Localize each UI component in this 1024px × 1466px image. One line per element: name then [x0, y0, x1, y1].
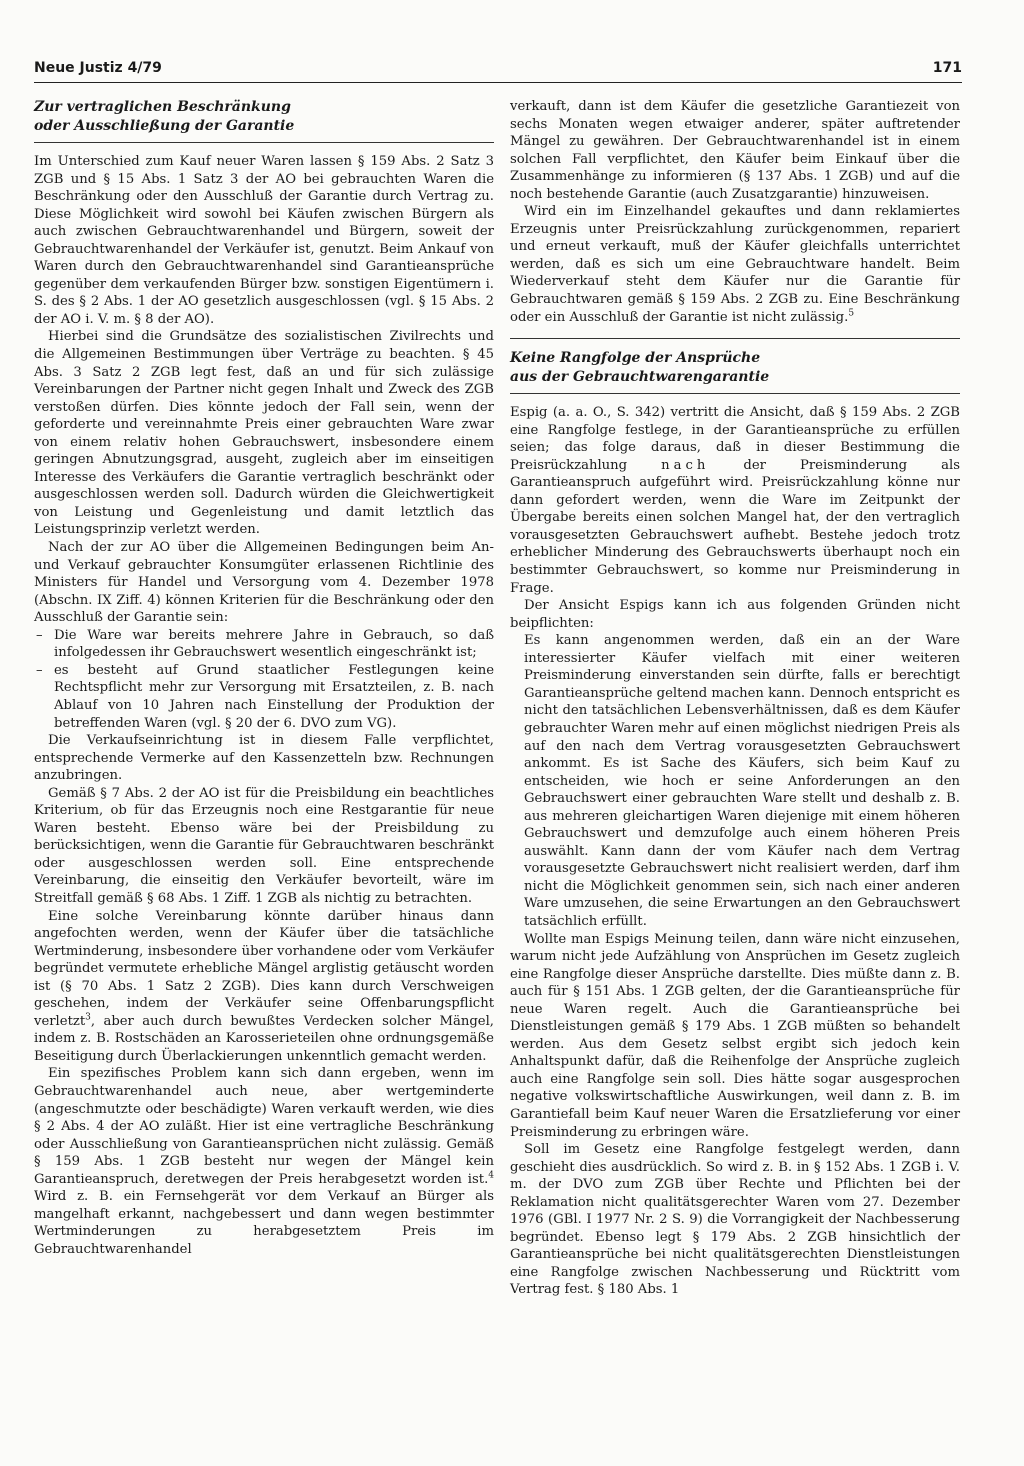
section-heading-1	[34, 98, 494, 136]
spaced-word: nach	[661, 457, 710, 473]
footnote-ref-5: 5	[848, 308, 855, 319]
footnote-ref-4: 4	[488, 1170, 494, 1181]
paragraph: Die Verkaufseinrichtung ist in diesem Falle verpflichtet, entsprechende Vermerke auf den Kassenzetteln bzw. Rechnungen anzubringen.	[34, 733, 494, 784]
text-run: Ein spezifisches Problem kann sich dann ergeben, wenn im Gebrauchtwarenhandel auch neue, aber wertgeminderte (angeschmutzte oder beschädigte) Waren verkauft werden, wie dies § 2 Abs. 4 der AO zuläßt. Hier ist eine vertragliche Beschränkung oder Ausschließung von Garantieansprüchen nicht zulässig. Gemäß § 159 Abs. 1 ZGB besteht nur wegen der Mängel kein Garantieanspruch, deretwegen der Preis herabgesetzt worden ist.	[34, 1066, 494, 1187]
paragraph: Nach der zur AO über die Allgemeinen Bedingungen beim An- und Verkauf gebrauchter Konsumgüter erlassenen Richtlinie des Ministers für Handel und Versorgung vom 4. Dezember 1978 (Abschn. IX Ziff. 4) können Kriterien für die Beschränkung oder den Ausschluß der Garantie sein:	[34, 540, 494, 626]
list-item: – Die Ware war bereits mehrere Jahre in Gebrauch, so daß infolgedessen ihr Gebrauchswert wesentlich eingeschränkt ist;	[54, 627, 494, 662]
text-run: Wird ein im Einzelhandel gekauftes und dann reklamiertes Erzeugnis unter Preisrückzahlung zurückgenommen, repariert und erneut verkauft, muß der Käufer gleichfalls unterrichtet werden, daß es sich um eine Gebrauchtware handelt. Beim Wiederverkauf steht dem Käufer nur die Garantie für Gebrauchtwaren gemäß § 159 Abs. 2 ZGB zu. Eine Beschränkung oder ein Ausschluß der Garantie ist nicht zulässig.	[510, 204, 960, 325]
right-column	[510, 98, 960, 1299]
paragraph: verkauft, dann ist dem Käufer die gesetzliche Garantiezeit von sechs Monaten wegen etwaiger anderer, später auftretender Mängel zu gewähren. Der Gebrauchtwarenhandel ist in einem solchen Fall verpflichtet, den Käufer beim Einkauf über die Zusammenhänge zu informieren (§ 137 Abs. 1 ZGB) und auf die noch bestehende Garantie (auch Zusatzgarantie) hinzuweisen.	[510, 99, 960, 202]
paragraph	[34, 908, 494, 1066]
footnote-ref-3: 3	[85, 1012, 91, 1023]
list-item: – es besteht auf Grund staatlicher Festlegungen keine Rechtspflicht mehr zur Versorgung mit Ersatzteilen, z. B. nach Ablauf von 10 Jahren nach Einstellung der Produktion der betreffenden Waren (vgl. § 20 der 6. DVO zum VG).	[54, 662, 494, 732]
section-heading-1-line2: oder Ausschließung der Garantie	[34, 118, 295, 134]
criteria-list	[34, 627, 494, 732]
text-run: Wird z. B. ein Fernsehgerät vor dem Verkauf an Bürger als mangelhaft erkannt, nachgebessert und dann wegen bestimmter Wertminderungen zu herabgesetztem Preis im Gebrauchtwarenhandel	[34, 1189, 494, 1257]
paragraph	[510, 203, 960, 326]
journal-title: Neue Justiz 4/79	[34, 60, 162, 76]
paragraph: Soll im Gesetz eine Rangfolge festgelegt werden, dann geschieht dies ausdrücklich. So wird z. B. in § 152 Abs. 1 ZGB i. V. m. der DVO zum ZGB über Rechte und Pflichten bei der Reklamation nicht qualitätsgerechter Waren vom 27. Dezember 1976 (GBl. I 1977 Nr. 2 S. 9) die Vorrangigkeit der Nachbesserung begründet. Ebenso legt § 179 Abs. 2 ZGB hinsichtlich der Garantieansprüche bei nicht qualitätsgerechten Dienstleistungen eine Rangfolge zwischen Nachbesserung und Rücktritt vom Vertrag fest. § 180 Abs. 1	[510, 1142, 960, 1298]
page-number: 171	[932, 60, 962, 76]
section-heading-2-line2: aus der Gebrauchtwarengarantie	[510, 369, 770, 386]
paragraph: Wollte man Espigs Meinung teilen, dann wäre nicht einzusehen, warum nicht jede Aufzählung von Ansprüchen im Gesetz zugleich eine Rangfolge dieser Ansprüche darstellte. Dies müßte dann z. B. auch für § 151 Abs. 1 ZGB gelten, der die Garantieansprüche für neue Waren regelt. Auch die Garantieansprüche bei Dienstleistungen gemäß § 179 Abs. 1 ZGB müßten so behandelt werden. Aus dem Gesetz selbst ergibt sich jedoch kein Anhaltspunkt dafür, daß die Reihenfolge der Ansprüche zugleich auch eine Rangfolge sein soll. Dies hätte sogar ausgesprochen negative volkswirtschaftliche Auswirkungen, weil dann z. B. im Garantiefall beim Kauf neuer Waren die Ersatzlieferung vor einer Preisminderung zu erbringen wäre.	[510, 931, 960, 1140]
paragraph: Hierbei sind die Grundsätze des sozialistischen Zivilrechts und die Allgemeinen Bestimmungen über Verträge zu beachten. § 45 Abs. 3 Satz 2 ZGB legt fest, daß an und für sich zulässige Vereinbarungen der Partner nicht gegen Inhalt und Zweck des ZGB verstoßen dürfen. Dies könnte jedoch der Fall sein, wenn der geforderte und vereinnahmte Preis einer gebrauchten Ware zwar von einem relativ hohen Gebrauchswert, insbesondere einem geringen Abnutzungsgrad, ausgeht, zugleich aber im einseitigen Interesse des Verkäufers die Garantie vertraglich beschränkt oder ausgeschlossen werden soll. Dadurch würden die Gleichwertigkeit von Leistung und Gegenleistung und damit letztlich das Leistungsprinzip verletzt werden.	[34, 329, 494, 538]
section-heading-2	[510, 349, 960, 387]
section-rule	[34, 142, 494, 143]
section-rule	[510, 393, 960, 394]
paragraph	[34, 1065, 494, 1258]
text-run: Espig (a. a. O., S. 342) vertritt die Ansicht, daß § 159 Abs. 2 ZGB eine Rangfolge festlege, in der Garantieansprüche zu erfüllen seien; das folge daraus, daß in dieser Bestimmung die Preisrückzahlung	[510, 405, 960, 473]
section-heading-2-line1: Keine Rangfolge der Ansprüche	[510, 350, 761, 367]
text-run: , aber auch durch bewußtes Verdecken solcher Mängel, indem z. B. Rostschäden an Karosserieteilen ohne ordnungsgemäße Beseitigung durch Überlackierungen unkenntlich gemacht werden.	[34, 1013, 494, 1064]
text-run: Eine solche Vereinbarung könnte darüber hinaus dann angefochten werden, wenn der Käufer über die tatsächliche Wertminderung, insbesondere über vorhandene oder vom Verkäufer begründet vermutete erhebliche Mängel arglistig getäuscht worden ist (§ 70 Abs. 1 Satz 2 ZGB). Dies kann durch Verschweigen geschehen, indem der Verkäufer seine Offenbarungspflicht verletzt	[34, 908, 494, 1029]
section-rule	[510, 338, 960, 339]
paragraph: Der Ansicht Espigs kann ich aus folgenden Gründen nicht beipflichten:	[510, 598, 960, 631]
paragraph	[510, 404, 960, 597]
text-run: der Preisminderung als Garantieanspruch aufgeführt wird. Preisrückzahlung könne nur dann gefordert werden, wenn die Ware im Zeitpunkt der Übergabe bereits einen solchen Mangel hat, der den vertraglich vorausgesetzten Gebrauchswert aufhebt. Bestehe jedoch trotz erheblicher Minderung des Gebrauchswerts überhaupt noch ein bestimmter Gebrauchswert, so komme nur Preisminderung in Frage.	[510, 457, 960, 596]
left-column	[34, 98, 494, 1258]
header-rule	[34, 82, 962, 83]
paragraph: Im Unterschied zum Kauf neuer Waren lassen § 159 Abs. 2 Satz 3 ZGB und § 15 Abs. 1 Satz 3 der AO bei gebrauchten Waren die Beschränkung oder den Ausschluß der Garantie durch Vertrag zu. Diese Möglichkeit wird sowohl bei Käufen zwischen Bürgern als auch zwischen Gebrauchtwarenhandel und Bürgern, soweit der Gebrauchtwarenhandel der Verkäufer ist, genutzt. Beim Ankauf von Waren durch den Gebrauchtwarenhandel sind Garantieansprüche gegenüber dem verkaufenden Bürger bzw. sonstigen Eigentümern i. S. des § 2 Abs. 1 der AO gesetzlich ausgeschlossen (vgl. § 15 Abs. 2 der AO i. V. m. § 8 der AO).	[34, 154, 494, 327]
indented-block: Es kann angenommen werden, daß ein an der Ware interessierter Käufer vielfach mit einer weiteren Preisminderung einverstanden sein dürfte, falls er berechtigt Garantieansprüche geltend machen kann. Dennoch entspricht es nicht den tatsächlichen Lebensverhältnissen, daß es dem Käufer gebrauchter Waren mehr auf einen möglichst niedrigen Preis als auf den nach dem Vertrag vorausgesetzten Gebrauchswert ankommt. Es ist Sache des Käufers, sich beim Kauf zu entscheiden, wie hoch er seine Anforderungen an den Gebrauchswert einer gebrauchten Ware stellt und deshalb z. B. aus mehreren gleichartigen Waren diejenige mit einem höheren Gebrauchswert und demzufolge auch einem höheren Preis auswählt. Kann dann der vom Käufer nach dem Vertrag vorausgesetzte Gebrauchswert nicht realisiert werden, darf ihm nicht die Möglichkeit genommen sein, sich nach einer anderen Ware umzusehen, die seine Erwartungen an den Gebrauchswert tatsächlich erfüllt.	[524, 633, 960, 929]
section-heading-1-line1: Zur vertraglichen Beschränkung	[34, 99, 291, 115]
paragraph: Gemäß § 7 Abs. 2 der AO ist für die Preisbildung ein beachtliches Kriterium, ob für das Erzeugnis noch eine Restgarantie für neue Waren besteht. Ebenso wäre bei der Preisbildung zu berücksichtigen, wenn die Garantie für Gebrauchtwaren beschränkt oder ausgeschlossen werden soll. Eine entsprechende Vereinbarung, die einseitig den Verkäufer bevorteilt, wäre im Streitfall gemäß § 68 Abs. 1 Ziff. 1 ZGB als nichtig zu betrachten.	[34, 785, 494, 906]
